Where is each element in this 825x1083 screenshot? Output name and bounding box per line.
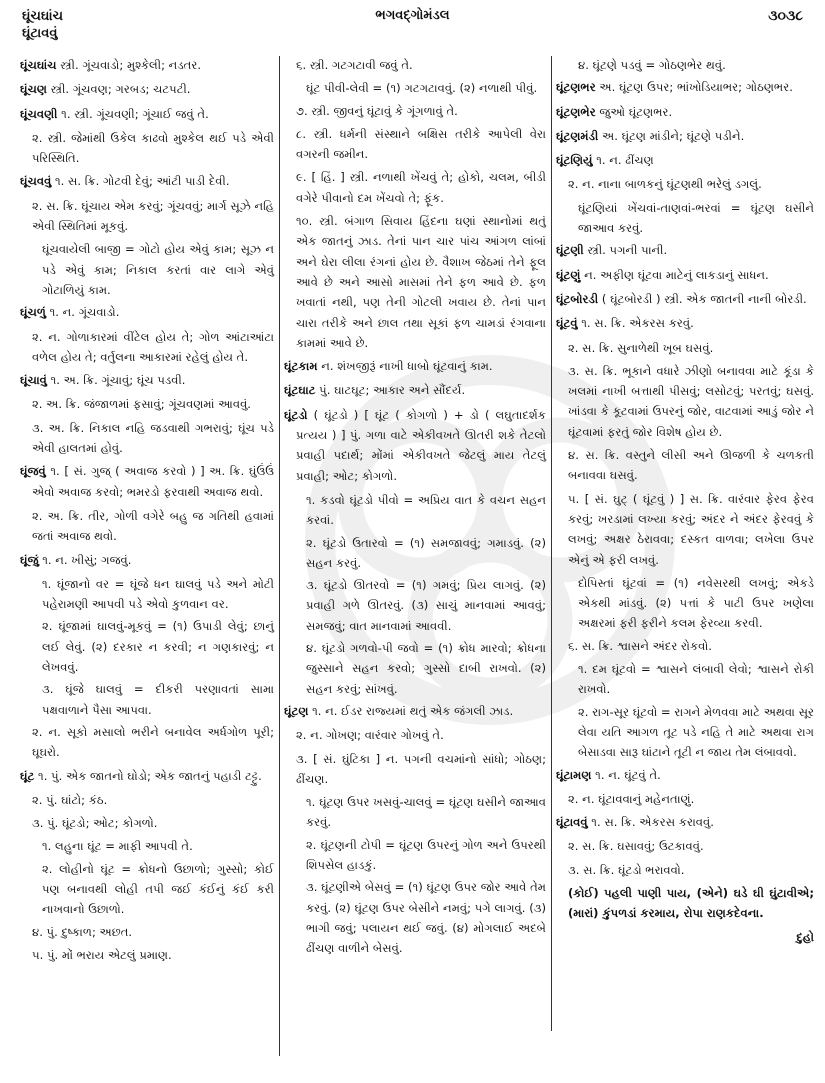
dictionary-entry — [20, 766, 274, 786]
definition-text: સ્ત્રી. ગૂંચવણ; ગરબડ; ચટપટી. — [46, 82, 191, 97]
idiom: ૨. ઘૂંટણની ટોપી = ઘૂંટણ ઉપરનું ગોળ અને ઉપરથી શિપસેલ હાડકું. — [306, 837, 546, 872]
dictionary-entry — [284, 701, 546, 721]
sense: ૩. સ. ક્રિ. ઘૂંટડો ભરાવવો. — [568, 862, 685, 877]
idiom: ઘૂંટ પીવી-લેવી = (૧) ગટગટાવવું. (૨) નળાથી પીવું. — [306, 81, 538, 96]
dictionary-entry — [556, 812, 814, 832]
headword: ઘૂંજું — [20, 552, 39, 567]
dictionary-entry — [284, 356, 546, 376]
headword: ઘૂંટઘાટ — [284, 383, 316, 398]
dictionary-entry — [556, 77, 814, 97]
idiom: ૨. રાગ-સૂર ઘૂંટવો = રાગને મેળવવા માટે અથવા સૂર લેવા યતિ આગળ તૂટ પડે નહિ તે માટે અથવા રાગ બેસાડવા સારૂ ઘાંટાને તૂટી ન જાય તેમ લંબાવવો. — [578, 704, 814, 760]
headword: ઘૂંચણ — [20, 82, 47, 97]
dictionary-entry — [20, 79, 274, 99]
column-divider — [551, 56, 552, 1031]
dictionary-entry — [20, 302, 274, 322]
definition-text: અ. ઘૂંટણ માંડીને; ઘૂંટણે પડીને. — [598, 128, 745, 143]
headword: ઘૂંટ — [20, 768, 35, 783]
dictionary-entry — [556, 240, 814, 260]
headword: ઘૂંટણું — [556, 267, 581, 282]
sense: ૫. [ સં. ઘુટ્ ( ઘૂંટવું ) ] સ. ક્રિ. વારંવાર ફેરવ ફેરવ કરવું; ખરડામાં લખ્યા કરવું; અંદર ને અંદર ફેરવવું કે લખવું; અક્ષર ઠેરાવવા; દસ્કત વાળવા; લખેલા ઉપર એનું એ ફરી લખવું. — [568, 491, 814, 567]
quotation: (કોઈ) પહલી પાણી પાય, (એને) ઘડે ઘી ઘુંટાવીએ; (મારાં) કુંપળડાં કરમાય, રોપા રાણકદેવના. — [568, 885, 814, 921]
definition-text: ૧. સ. ક્રિ. એકરસ કરાવવું. — [587, 815, 714, 830]
dictionary-entry — [20, 171, 274, 191]
definition-text: ૧. ન. ખીસું; ગજવું. — [38, 552, 132, 567]
idiom: દોપિસ્તાં ઘૂંટવાં = (૧) નવેસરથી લખવું; એકડે એકથી માંડવું. (૨) પત્તાં કે પાટી ઉપર ખણેલા અક્ષરમાં ફરી ફરીને કલમ ફેરવ્યા કરવી. — [578, 575, 814, 631]
definition-text: ૧. ન. ઈડર રાજ્યમાં થતું એક જંગલી ઝાડ. — [308, 703, 514, 718]
dictionary-entry — [556, 289, 814, 309]
definition-text: ૧. પું. એક જાતનો ઘોડો; એક જાતનું પહાડી ટટ્ટુ. — [34, 768, 262, 783]
definition-text: સ્ત્રી. પગની પાની. — [583, 243, 668, 258]
dictionary-entry — [20, 104, 274, 124]
page-title: ભગવદ્ગોમંડલ — [375, 8, 450, 23]
idiom: ૧. લહુના ઘૂંટ = માફી આપવી તે. — [42, 839, 193, 854]
definition-text: ૧. [ સં. ગુજ્ ( અવાજ કરવો ) ] અ. ક્રિ. ઘુંઉંઉં એવો અવાજ કરવો; ભમરડો ફરવાથી અવાજ થવો. — [32, 464, 274, 499]
dictionary-entry — [20, 550, 274, 570]
column-divider — [279, 56, 280, 1056]
idiom: ૨. લોહીનો ઘૂંટ = ક્રોધનો ઉછાળો; ગુસ્સો; કોઈ પણ બનાવથી લોહી તપી જઈ કંઈનું કંઈ કરી નાખવાનો ઉછાળો. — [42, 861, 274, 917]
idiom: ૪. ઘૂંટડો ગળવો-પી જવો = (૧) ક્રોધ મારવો; ક્રોધના જુસ્સાને સહન કરવો; ગુસ્સો દાબી રાખવો. (૨) સહન કરવું; સાંખવું. — [306, 641, 546, 696]
sense: ૩. સ. ક્રિ. ભૂકાને વધારે ઝીણો બનાવવા માટે કૂંડા કે ખલમાં નાખી બત્તાથી પીસવું; લસોટવું; પરતવું; ઘસવું. ખાંડવા કે કૂટવામાં ઉપરનું જોર, વાટવામાં આડું જોર ને ઘૂંટવામાં ફરતું જોર વિશેષ હોય છે. — [568, 363, 814, 439]
headword: ઘૂંટણમંડી — [556, 128, 599, 143]
dictionary-entry — [284, 405, 546, 486]
sense: ૨. સ. ક્રિ. ઘૂંચાય એમ કરવું; ગૂંચવવું; માર્ગ સૂઝે નહિ એવી સ્થિતિમાં મૂકવું. — [32, 198, 274, 234]
definition-text: ( ઘૂંટબોરડી ) સ્ત્રી. એક જાતની નાની બોરડી. — [598, 291, 807, 306]
definition-text: ( ઘૂંટડો ) [ ઘૂંટ ( કોગળો ) + ડો ( લઘુતાદર્શક પ્રત્યય ) ] પું. ગળા વાટે એકીવખતે ઊતરી શકે તેટલો પ્રવાહી પદાર્થ; મોંમાં એકીવખતે જેટલું માય તેટલું પ્રવાહી; ઓટ; કોગળો. — [296, 407, 546, 483]
headword: ઘૂંટવું — [556, 316, 578, 331]
sense: ૨. ન. ગોખણ; વારંવાર ગોખવું તે. — [296, 728, 444, 743]
sense: ૨. સ. ક્રિ. સુનાળેથી ખૂબ ઘસવું. — [568, 340, 714, 355]
definition-text: ૧. ન. ઘૂંટવું તે. — [591, 767, 661, 782]
idiom: ૪. ઘૂંટણે પડવું = ગોઠણભેર થવું. — [578, 58, 726, 72]
column-3 — [556, 55, 814, 947]
headword: ઘૂંટકામ — [284, 359, 318, 374]
idiom: ૨. ઘૂંટડો ઉતારવો = (૧) સમજાવવું; ગમાડવું. (૨) સહન કરવું. — [306, 535, 546, 570]
sense: ૨. ન. ગોળાકારમાં વીંટેલ હોય તે; ગોળ આંટાઆંટા વળેલ હોય તે; વર્તુલના આકારમાં રહેલું હોય તે. — [32, 329, 274, 364]
idiom: ૩. ઘૂંજે ઘાલવું = દીકરી પરણાવતાં સામા પક્ષવાળાને પૈસા આપવા. — [42, 682, 274, 717]
idiom: ઘૂંટણિયાં ખેંચવાં-તાણવાં-ભરવાં = ઘૂંટણ ઘસીને જાઆવ કરવું. — [578, 200, 814, 236]
dictionary-entry — [556, 150, 814, 170]
sense: ૨. ન. ઘૂંટાવવાનું મહેનતાણું. — [568, 791, 695, 806]
headword: ઘૂંટણી — [556, 243, 584, 258]
dictionary-entry — [556, 313, 814, 333]
idiom: ૨. ઘૂંજામાં ઘાલવું-મૂકવું = (૧) ઉપાડી લેવું; છાનું લઈ લેવું. (૨) દરકાર ન કરવી; ન ગણકારવું; ન લેખવવું. — [42, 619, 274, 675]
sense: ૮. સ્ત્રી. ધર્મની સંસ્થાને બક્ષિસ તરીકે આપેલી વેરા વગરની જમીન. — [296, 126, 546, 162]
headword: ઘૂંચવણી — [20, 106, 58, 121]
definition-text: ૧. સ. ક્રિ. એકરસ કરવું. — [577, 316, 694, 331]
headword: ઘૂંચળું — [20, 305, 46, 320]
sense: ૧૦. સ્ત્રી. બંગાળ સિવાય હિંદના ઘણાં સ્થાનોમાં થતું એક જાતનું ઝાડ. તેનાં પાન ચાર પાંચ આંગળ લાંબાં અને ઘેરા લીલા રંગનાં હોય છે. વૈશાખ જેઠમાં તેને ફૂલ આવે છે અને આસો માસમાં તેને ફળ આવે છે. ફળ ખવાતાં નથી, પણ તેની ગોટલી ખવાય છે. તેનાં પાન ચારા તરીકે અને છાલ તથા સૂકાં ફળ ચામડાં રંગવાના કામમાં આવે છે. — [296, 214, 546, 350]
headword: ઘૂંટણિયું — [556, 153, 593, 168]
idiom: ઘૂંચવાયેલી બાજી = ગોટો હોય એવું કામ; સૂઝ ન પડે એવું કામ; નિકાલ કરતાં વાર લાગે એવું ગોટાળિયું કામ. — [42, 242, 274, 297]
sense: ૬. સ્ત્રી. ગટગટાવી જવું તે. — [296, 58, 413, 72]
sense: ૩. અ. ક્રિ. નિકાલ નહિ જડવાથી ગભરાવું; ઘૂંચ પડે એવી હાલતમાં હોવું. — [32, 420, 274, 456]
sense: ૪. પું. દુષ્કાળ; અછત. — [32, 924, 133, 939]
citation-source: દુહો — [796, 929, 814, 944]
headword: ઘૂંચઘાંચ — [20, 58, 57, 72]
headword: ઘૂંટડો — [284, 407, 308, 422]
sense: ૨. પું. ઘાંટો; કંઠ. — [32, 792, 108, 807]
idiom: ૧. ઘૂંટણ ઉપર ખસવું-ચાલવું = ઘૂંટણ ઘસીને જાઆવ કરવું. — [306, 795, 546, 830]
dictionary-entry — [20, 370, 274, 390]
headword: ઘૂંટાવવું — [556, 815, 588, 830]
definition-text: અ. ઘૂંટણ ઉપર; ભાંખોડિયાભર; ગોઠણભર. — [595, 80, 793, 95]
sense: ૫. પું. મોં ભરાય એટલું પ્રમાણ. — [32, 947, 172, 962]
definition-text: ૧. ન. ગૂંચવાડો. — [45, 305, 120, 320]
definition-text: સ્ત્રી. ગૂંચવાડો; મુશ્કેલી; નડતર. — [56, 58, 202, 72]
guide-word-first: ઘૂંચઘાંચ — [22, 9, 63, 24]
sense: ૪. સ. ક્રિ. વસ્તુને લીસી અને ઊજળી કે ચળકતી બનાવવા ઘસવું. — [568, 448, 814, 483]
sense: ૨. અ. ક્રિ. જંજાળમાં ફસાવું; ગૂંચવણમાં આવવું. — [32, 397, 251, 412]
headword: ઘૂંટામણ — [556, 767, 592, 782]
idiom: ૩. ઘૂંટણીએ બેસવું = (૧) ઘૂંટણ ઉપર જોર આવે તેમ કરવું. (૨) ઘૂંટણ ઉપર બેસીને નમવું; પગે લાગવું. (૩) ભાગી જવું; પલાયન થઈ જવું. (૪) મોગલાઈ અદબે ઢીંચણ વાળીને બેસવું. — [306, 880, 546, 956]
column-1 — [20, 55, 274, 968]
page-number: ૩૦૩૮ — [768, 8, 803, 24]
definition-text: ૧. અ. ક્રિ. ગૂંચાવું; ઘૂંચ પડવી. — [46, 373, 186, 388]
definition-text: ૧. સ્ત્રી. ગૂંચવણી; ગૂંચાઈ જવું તે. — [57, 106, 209, 121]
dictionary-entry — [20, 461, 274, 502]
sense: ૨. અ. ક્રિ. તીર, ગોળી વગેરે બહુ જ ગતિથી હવામાં જતાં અવાજ થવો. — [32, 508, 274, 544]
column-2 — [284, 55, 546, 960]
headword: ઘૂંટણભેર — [556, 104, 596, 119]
sense: ૨. સ. ક્રિ. ઘસાવવું; ઉટકાવવું. — [568, 839, 704, 854]
headword: ઘૂંચવવું — [20, 174, 52, 189]
idiom: ૧. કડવો ઘૂંટડો પીવો = અપ્રિય વાત કે વચન સહન કરવાં. — [306, 492, 546, 528]
sense: ૨. ન. નાના બાળકનું ઘૂંટણથી ભરેલું ડગલું. — [568, 177, 762, 192]
dictionary-entry — [556, 102, 814, 122]
sense: ૩. [ સં. ઘુંટિકા ] ન. પગની વચમાંનો સાંધો; ગોઠણ; ઢીંચણ. — [296, 751, 546, 786]
sense: ૭. સ્ત્રી. જીવનું ઘૂંટાવું કે ગૂંગળાવું તે. — [296, 103, 458, 118]
dictionary-entry — [20, 55, 274, 75]
headword: ઘૂંટણ — [284, 703, 309, 718]
definition-text: પું. ઘાટઘૂટ; આકાર અને સૌંદર્ય. — [315, 383, 466, 398]
dictionary-entry — [556, 765, 814, 785]
headword: ઘૂંજવું — [20, 464, 46, 479]
guide-word-last: ઘૂંટાવવું — [22, 26, 58, 41]
definition-text: ન. અફીણ ઘૂંટવા માટેનું લાકડાનું સાધન. — [580, 267, 769, 282]
dictionary-entry — [556, 126, 814, 146]
dictionary-entry — [556, 265, 814, 285]
sense: ૩. પું. ઘૂંટડો; ઓટ; કોગળો. — [32, 816, 158, 831]
sense: ૯. [ હિં. ] સ્ત્રી. નળાથી ખેંચવું તે; હોકો, ચલમ, બીડી વગેરે પીવાનો દમ ખેંચવો તે; ફૂંક. — [296, 170, 546, 205]
idiom: ૩. ઘૂંટડો ઊતરવો = (૧) ગમવું; પ્રિય લાગવું. (૨) પ્રવાહી ગળે ઊતરવું. (૩) સાચું માનવામાં આવવું; સમજવું; વાત માનવામાં આવવી. — [306, 578, 546, 633]
sense: ૬. સ. ક્રિ. શ્વાસને અંદર રોકવો. — [568, 638, 712, 653]
headword: ઘૂંચાવું — [20, 373, 47, 388]
dictionary-entry — [284, 380, 546, 400]
definition-text: ૧. ન. ઢીંચણ — [592, 153, 654, 168]
sense: ૨. ન. સૂકો મસાલો ભરીને બનાવેલ અર્ધગોળ પૂરી; ઘૂઘરો. — [32, 724, 274, 760]
sense: ૨. સ્ત્રી. જેમાંથી ઉકેલ કાઢવો મુશ્કેલ થઈ પડે એવી પરિસ્થિતિ. — [32, 130, 274, 166]
definition-text: જુઓ ઘૂંટણભર. — [595, 104, 673, 119]
idiom: ૧. ઘૂંજાનો વર = ઘૂંજે ધન ઘાલવું પડે અને મોટી પહેરામણી આપવી પડે એવો કુળવાન વર. — [42, 576, 274, 612]
headword: ઘૂંટબોરડી — [556, 291, 599, 306]
idiom: ૧. દમ ઘૂંટવો = શ્વાસને લંબાવી લેવો; શ્વાસને રોકી રાખવો. — [578, 662, 814, 697]
definition-text: ન. શંખજીરૂં નાખી ધાબો ઘૂંટવાનું કામ. — [317, 359, 493, 374]
headword: ઘૂંટણભર — [556, 80, 596, 95]
definition-text: ૧. સ. ક્રિ. ગોટવી દેવું; આંટી પાડી દેવી. — [51, 174, 230, 189]
